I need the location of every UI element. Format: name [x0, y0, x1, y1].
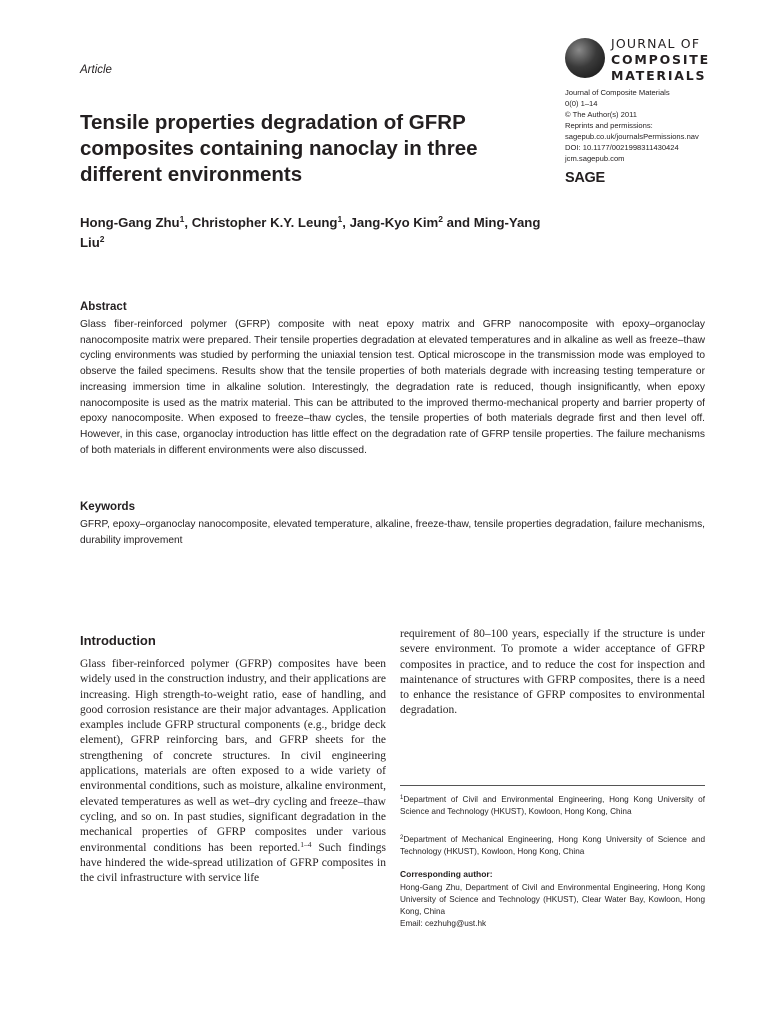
introduction-heading: Introduction	[80, 633, 156, 648]
author-separator: ,	[184, 215, 192, 230]
author-affiliation-marker: 1	[179, 214, 185, 224]
author-name: Jang-Kyo Kim	[349, 215, 439, 230]
journal-logo-line-3: MATERIALS	[611, 68, 707, 83]
citation-reference[interactable]: 1–4	[300, 839, 312, 849]
affiliation-number: 2	[400, 835, 404, 841]
footnote-divider	[400, 785, 705, 786]
author-separator: ,	[342, 215, 350, 230]
journal-logo-emblem-icon	[565, 38, 605, 78]
meta-volume-pages: 0(0) 1–14	[565, 99, 598, 108]
corresponding-author-heading: Corresponding author:	[400, 869, 493, 879]
affiliation-text: Department of Mechanical Engineering, Hong Kong University of Science and Technology (HKUST), Kowloon, Hong Kong, China	[400, 835, 705, 856]
sage-publisher-logo: SAGE	[565, 170, 605, 186]
author-name: Christopher K.Y. Leung	[191, 215, 338, 230]
author-affiliation-marker: 1	[337, 214, 343, 224]
keywords-text: GFRP, epoxy–organoclay nanocomposite, elevated temperature, alkaline, freeze-thaw, tensile properties degradation, failure mechanisms, durability improvement	[80, 519, 705, 546]
affiliation-1	[400, 794, 705, 818]
author-name: Hong-Gang Zhu	[80, 215, 180, 230]
affiliation-text: Department of Civil and Environmental Engineering, Hong Kong University of Science and Technology (HKUST), Kowloon, Hong Kong, China	[400, 795, 705, 816]
article-type-label: Article	[80, 64, 112, 76]
author-list	[80, 213, 560, 253]
journal-logo-line-1: JOURNAL OF	[611, 36, 701, 51]
author-affiliation-marker: 2	[438, 214, 443, 224]
meta-journal-name: Journal of Composite Materials	[565, 88, 670, 97]
affiliation-2	[400, 834, 705, 858]
intro-paragraph-text: Glass fiber-reinforced polymer (GFRP) composites have been widely used in the construction industry, and their applications are increasing. High strength-to-weight ratio, ease of handling, and good corrosion resistance are their major advantages. Application examples include GFRP structural components (e.g., bridge deck element), GFRP reinforcing bars, and GFRP sheets for the strengthening of concrete structures. In civil engineering applications, materials are often exposed to a wide variety of environmental conditions, such as moisture, alkaline environment, elevated temperatures as well as wet–dry cycling and freeze–thaw cycling, and so on. In past studies, significant degradation in the mechanical properties of GFRP composites under various environmental conditions has been reported.	[80, 658, 386, 854]
meta-copyright: © The Author(s) 2011	[565, 110, 638, 119]
meta-journal-url[interactable]: jcm.sagepub.com	[565, 154, 625, 163]
journal-logo	[565, 34, 710, 84]
meta-doi[interactable]: DOI: 10.1177/0021998311430424	[565, 143, 679, 152]
journal-logo-line-2: COMPOSITE	[611, 52, 710, 67]
publication-metadata	[565, 87, 735, 164]
abstract-heading: Abstract	[80, 301, 127, 313]
introduction-left-column	[80, 657, 386, 886]
author-affiliation-marker: 2	[99, 234, 105, 244]
keywords-heading: Keywords	[80, 501, 135, 513]
meta-permissions-link[interactable]: sagepub.co.uk/journalsPermissions.nav	[565, 132, 699, 141]
introduction-right-column: requirement of 80–100 years, especially if the structure is under severe environment. To promote a wider acceptance of GFRP composites in practice, and to reduce the cost for inspection and maintenance of structures with GFRP composites, there is a need to enhance the resistance of GFRP composites to environmental degradation.	[400, 628, 705, 717]
affiliation-number: 1	[400, 795, 404, 801]
corresponding-author-details: Hong-Gang Zhu, Department of Civil and Environmental Engineering, Hong Kong University of Science and Technology (HKUST), Clear Water Bay, Kowloon, Hong Kong, China	[400, 883, 705, 916]
author-separator: and	[442, 215, 474, 230]
abstract-text: Glass fiber-reinforced polymer (GFRP) composite with neat epoxy matrix and GFRP nanocomposite with epoxy–organoclay nanocomposite matrix were prepared. Their tensile properties degradation at elevated temperatures and in alkaline as well as freeze–thaw cycling environments was studied by performing the uniaxial tension test. Optical microscope in the transmission mode was employed to observe the failed specimens. Results show that the tensile properties of both materials degrade with increasing testing temperature or increasing immersion time in alkaline solution. Interestingly, the degradation rate is reduced, though insignificantly, when epoxy nanocomposite is used as the matrix material. This can be attributed to the improved thermo-mechanical property and barrier property of epoxy nanocomposite. When exposed to freeze–thaw cycles, the tensile properties of both materials degrade first and then level off. However, in this case, organoclay introduction has little effect on the degradation rate of GFRP tensile properties. The failure mechanisms of both materials in different environments were also discussed.	[80, 319, 705, 456]
article-title: Tensile properties degradation of GFRP composites containing nanoclay in three different environments	[80, 111, 478, 186]
intro-paragraph-continuation: Such findings have hindered the wide-spread utilization of GFRP composites in the civil infrastructure with service life	[80, 841, 386, 885]
author-name: Ming-Yang Liu	[80, 215, 541, 250]
corresponding-author-email[interactable]: Email: cezhuhg@ust.hk	[400, 919, 487, 928]
meta-reprints-label: Reprints and permissions:	[565, 121, 653, 130]
